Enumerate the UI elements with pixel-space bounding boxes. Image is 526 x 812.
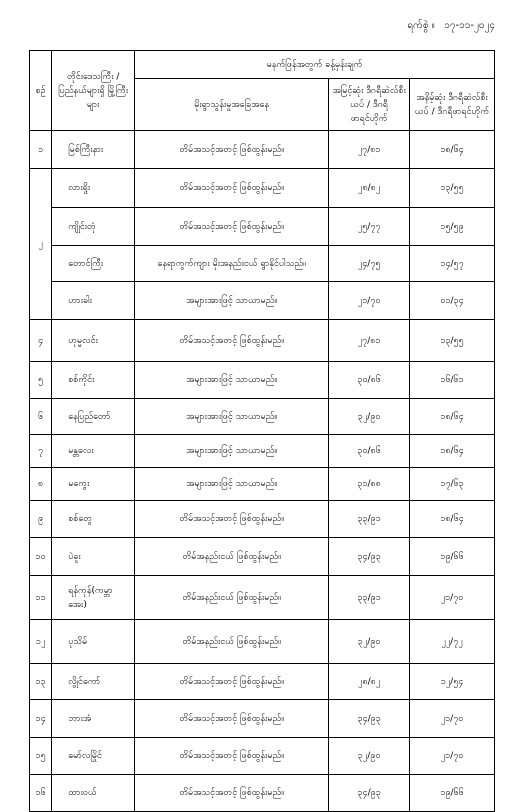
max-temp: ၂၈/၈၂ [329,664,410,700]
min-temp: ၂၂/၇၂ [410,620,495,664]
row-number: ၁၃ [30,664,52,700]
condition: တိမ်အသင့်အတင့် ဖြစ်ထွန်းမည်။ [135,700,329,738]
table-row [30,362,495,399]
table-row [30,208,495,246]
min-temp: ၁၃/၅၅ [410,320,495,362]
row-number: ၉ [30,501,52,538]
max-temp: ၃၀/၈၆ [329,362,410,399]
condition: တိမ်အနည်းငယ် ဖြစ်ထွန်းမည်။ [135,538,329,576]
city-name: ဟုမ္မလင်း [52,320,135,362]
min-temp: ၁၉/၆၆ [410,775,495,812]
row-number: ၁၁ [30,576,52,620]
header-min-temp: အနိမ့်ဆုံး ဒီဂရီဆဲလ်စီးယပ် / ဒီဂရီဖာရင်ဟိုက် [410,79,495,131]
row-number: ၆ [30,399,52,435]
min-temp: ၁၅/၅၉ [410,208,495,246]
min-temp: ၁၂/၅၄ [410,664,495,700]
city-name: ဟားခါး [52,282,135,320]
city-name: နေပြည်တော် [52,399,135,435]
date-line: ရက်စွဲ ။ ၁၇-၁၁-၂၀၂၄ [407,20,495,31]
header-condition: မိုးရွာသွန်းမှုအခြေအနေ [135,79,329,131]
max-temp: ၂၅/၇၇ [329,208,410,246]
min-temp: ၂၁/၇၀ [410,738,495,775]
table-row [30,738,495,775]
table-row [30,468,495,501]
row-number: ၁၆ [30,775,52,812]
table-row [30,320,495,362]
table-row [30,538,495,576]
min-temp: ၁၄/၅၇ [410,246,495,282]
city-name: လွိုင်ကော် [52,664,135,700]
condition: အများအားဖြင့် သာယာမည်။ [135,399,329,435]
table-row [30,664,495,700]
condition: တိမ်အသင့်အတင့် ဖြစ်ထွန်းမည်။ [135,208,329,246]
condition: တိမ်အသင့်အတင့် ဖြစ်ထွန်းမည်။ [135,775,329,812]
min-temp: ၁၇/၆၃ [410,468,495,501]
max-temp: ၂၈/၈၂ [329,169,410,208]
max-temp: ၃၂/၉၀ [329,399,410,435]
min-temp: ၁၉/၆၆ [410,538,495,576]
forecast-table [29,50,495,812]
table-row [30,169,495,208]
header-no: စဉ် [30,51,52,131]
condition: တိမ်အသင့်အတင့် ဖြစ်ထွန်းမည်။ [135,501,329,538]
max-temp: ၃၃/၉၁ [329,576,410,620]
condition: တိမ်အနည်းငယ် ဖြစ်ထွန်းမည်။ [135,620,329,664]
city-name: စစ်တွေ [52,501,135,538]
max-temp: ၂၇/၈၁ [329,320,410,362]
table-row [30,700,495,738]
row-number: ၁ [30,131,52,169]
table-row [30,775,495,812]
max-temp: ၂၁/၇၀ [329,282,410,320]
min-temp: ၂၁/၇၀ [410,576,495,620]
condition: တိမ်အသင့်အတင့် ဖြစ်ထွန်းမည်။ [135,169,329,208]
city-name: မော်လမြိုင် [52,738,135,775]
table-row [30,435,495,468]
row-number: ၁၄ [30,700,52,738]
min-temp: ၁၈/၆၄ [410,435,495,468]
table-row [30,576,495,620]
condition: အများအားဖြင့် သာယာမည်။ [135,468,329,501]
condition: အများအားဖြင့် သာယာမည်။ [135,362,329,399]
max-temp: ၃၀/၈၆ [329,435,410,468]
max-temp: ၃၃/၉၁ [329,501,410,538]
condition: နေရာကွက်ကျား မိုးအနည်းငယ် ရွာနိုင်ပါသည်။ [135,246,329,282]
city-name: မကွေး [52,468,135,501]
max-temp: ၃၄/၉၃ [329,775,410,812]
table-row [30,501,495,538]
header-max-temp: အမြင့်ဆုံး ဒီဂရီဆဲလ်စီးယပ် / ဒီဂရီဖာရင်ဟိုက် [329,79,410,131]
city-name: ထားဝယ် [52,775,135,812]
min-temp: ၁၈/၆၄ [410,501,495,538]
max-temp: ၂၇/၈၁ [329,131,410,169]
row-number: ၁၂ [30,620,52,664]
table-row [30,399,495,435]
city-name: ဘားအံ [52,700,135,738]
max-temp: ၃၂/၉၀ [329,738,410,775]
row-number: ၄ [30,320,52,362]
city-name: မြစ်ကြီးနား [52,131,135,169]
city-name: ကျိုင်းတုံ [52,208,135,246]
row-number: ၅ [30,362,52,399]
condition: တိမ်အနည်းငယ် ဖြစ်ထွန်းမည်။ [135,576,329,620]
max-temp: ၂၄/၇၅ [329,246,410,282]
table-row [30,246,495,282]
table-row [30,282,495,320]
condition: အများအားဖြင့် သာယာမည်။ [135,282,329,320]
city-name: စစ်ကိုင်း [52,362,135,399]
city-name: ပဲခူး [52,538,135,576]
condition: တိမ်အသင့်အတင့် ဖြစ်ထွန်းမည်။ [135,131,329,169]
city-name: တောင်ကြီး [52,246,135,282]
city-name: ရန်ကုန်(ကမ္ဘာအေး) [52,576,135,620]
max-temp: ၃၄/၉၃ [329,700,410,738]
min-temp: ၀၁/၃၄ [410,282,495,320]
max-temp: ၃၁/၈၈ [329,468,410,501]
min-temp: ၂၁/၇၀ [410,700,495,738]
min-temp: ၁၆/၆၁ [410,362,495,399]
row-number: ၇ [30,435,52,468]
city-name: မန္တလေး [52,435,135,468]
header-city: တိုင်းဒေသကြီး / ပြည်နယ်များရှိ မြို့ကြီးများ [52,51,135,131]
row-number: ၁၀ [30,538,52,576]
max-temp: ၃၄/၉၃ [329,538,410,576]
city-name: ပုသိမ် [52,620,135,664]
max-temp: ၃၂/၉၀ [329,620,410,664]
row-number: ၂ [30,169,52,320]
condition: တိမ်အသင့်အတင့် ဖြစ်ထွန်းမည်။ [135,664,329,700]
min-temp: ၁၃/၅၅ [410,169,495,208]
min-temp: ၁၈/၆၄ [410,131,495,169]
min-temp: ၁၈/၆၄ [410,399,495,435]
row-number: ၁၅ [30,738,52,775]
condition: တိမ်အသင့်အတင့် ဖြစ်ထွန်းမည်။ [135,738,329,775]
condition: တိမ်အသင့်အတင့် ဖြစ်ထွန်းမည်။ [135,320,329,362]
header-forecast: မနက်ဖြန်အတွက် ခန့်မှန်းချက် [135,51,495,79]
table-row [30,620,495,664]
city-name: လားရှိုး [52,169,135,208]
condition: အများအားဖြင့် သာယာမည်။ [135,435,329,468]
table-row [30,131,495,169]
row-number: ၈ [30,468,52,501]
